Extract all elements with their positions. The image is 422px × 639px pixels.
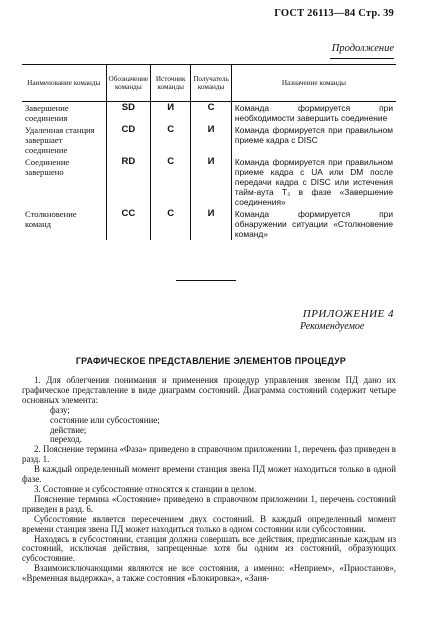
cell-source: С xyxy=(151,124,191,156)
paragraph: Взаимоисключающими являются не все состояния, а именно: «Неприем», «Приостанов», «Временная выдержка», а также состояния «Блокировка», «Заня- xyxy=(22,563,396,584)
table-header-row xyxy=(22,65,396,102)
cell-abbr: CC xyxy=(106,208,151,240)
table-row xyxy=(22,102,396,125)
paragraph: Находясь в субсостоянии, станция должна совершать все действия, предписанные каждым из состояний, исключая действия, запрещенные хотя бы одним из состояний, образующих субсостояние. xyxy=(22,533,396,564)
commands-table xyxy=(22,64,396,240)
appendix-title: ПРИЛОЖЕНИЕ 4 xyxy=(302,308,394,320)
paragraph: 2. Пояснение термина «Фаза» приведено в справочном приложении 1, перечень фаз приведен в разд. 1. xyxy=(22,444,396,465)
body-text xyxy=(22,376,396,584)
cell-receiver: И xyxy=(191,124,232,156)
continuation-label: Продолжение xyxy=(331,43,394,54)
table-row xyxy=(22,156,396,208)
cell-abbr: CD xyxy=(106,124,151,156)
cell-abbr: SD xyxy=(106,102,151,125)
list-item: переход. xyxy=(50,434,82,445)
appendix-subtitle: Рекомендуемое xyxy=(300,321,365,332)
paragraph: В каждый определенный момент времени станция звена ПД может находиться только в одной фазе. xyxy=(22,464,396,485)
paragraph: Пояснение термина «Состояние» приведено в справочном приложении 1, перечень состояний приведен в разд. 6. xyxy=(22,493,396,514)
paragraph: 1. Для облегчения понимания и применения процедур управления звеном ПД дано их графическое представление в виде диаграмм состояний. Диаграмма состояний содержит четыре основных элемента: xyxy=(22,375,396,405)
cell-source: И xyxy=(151,102,191,125)
cell-receiver: И xyxy=(191,156,232,208)
cell-receiver: С xyxy=(191,102,232,125)
page-header: ГОСТ 26113—84 Стр. 39 xyxy=(274,8,394,19)
col-header-source: Источник команды xyxy=(151,65,191,102)
paragraph: 3. Состояние и субсостояние относятся к станции в целом. xyxy=(34,483,257,494)
col-header-abbr: Обозначение команды xyxy=(106,65,151,102)
cell-source: С xyxy=(151,208,191,240)
col-header-receiver: Получатель команды xyxy=(191,65,232,102)
cell-receiver: И xyxy=(191,208,232,240)
list-item: действие; xyxy=(50,424,87,435)
cell-purpose: Команда формируется при обнаружении ситуации «Столкновение команд» xyxy=(231,208,396,240)
cell-name: Столкновение команд xyxy=(25,209,77,229)
section-divider xyxy=(176,280,236,281)
section-title: ГРАФИЧЕСКОЕ ПРЕДСТАВЛЕНИЕ ЭЛЕМЕНТОВ ПРОЦЕДУР xyxy=(75,356,347,366)
continuation-underline xyxy=(330,58,394,59)
table-row xyxy=(22,208,396,240)
cell-purpose: Команда формируется при правильном приеме кадра с UA или DM после передачи кадра с DISC или истечения тайм-аута T₂ в фазе «Завершение соединения» xyxy=(231,156,396,208)
table-row xyxy=(22,124,396,156)
paragraph: Субсостояние является пересечением двух состояний. В каждый определенный момент времени станция звена ПД может находиться только в одном состоянии или субсостоянии. xyxy=(22,513,396,534)
cell-name: Завершение соединения xyxy=(25,103,69,123)
cell-name: Удаленная станция завершает соединение xyxy=(25,125,95,155)
col-header-purpose: Назначение команды xyxy=(231,65,396,102)
col-header-name: Наименование команды xyxy=(22,65,106,102)
list-item: фазу; xyxy=(50,404,70,415)
list-item: состояние или субсостояние; xyxy=(50,414,160,425)
cell-abbr: RD xyxy=(106,156,151,208)
cell-name: Соединение завершено xyxy=(25,157,70,177)
cell-purpose: Команда формируется при необходимости завершить соединение xyxy=(231,102,396,125)
cell-purpose: Команда формируется при правильном приеме кадра с DISC xyxy=(231,124,396,156)
cell-source: С xyxy=(151,156,191,208)
